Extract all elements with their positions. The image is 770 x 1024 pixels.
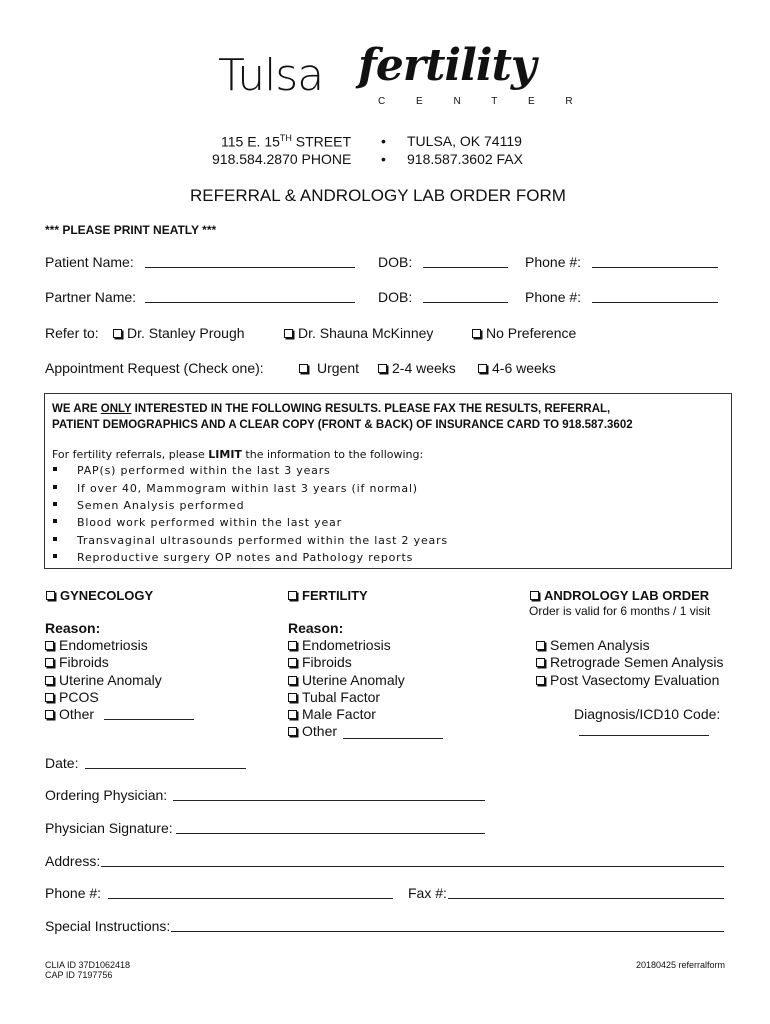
notice-item: If over 40, Mammogram within last 3 years (if normal) (53, 482, 418, 495)
notice-item: Transvaginal ultrasounds performed within the last 2 years (53, 534, 448, 547)
checkbox-icon[interactable] (45, 641, 54, 650)
checkbox-icon[interactable] (46, 591, 55, 600)
appointment-2-4-weeks[interactable]: 2-4 weeks (378, 360, 456, 376)
results-notice-box (44, 393, 732, 569)
refer-option-mckinney[interactable]: Dr. Shauna McKinney (284, 325, 433, 341)
fert-option-other[interactable]: Other (288, 723, 337, 739)
phone-label: Phone #: (45, 885, 102, 901)
address-city: TULSA, OK 74119 (407, 133, 522, 149)
logo-tulsa: Tulsa (218, 50, 324, 101)
footer-form-code: 20180425 referralform (636, 960, 726, 970)
date-field[interactable] (85, 755, 246, 769)
bullet-icon (53, 485, 57, 489)
notice-item: Blood work performed within the last year (53, 516, 342, 529)
checkbox-icon[interactable] (288, 658, 297, 667)
gyn-other-field[interactable] (104, 707, 194, 720)
fertility-header[interactable]: FERTILITY (288, 588, 368, 603)
checkbox-icon[interactable] (45, 693, 54, 702)
fert-option-tubal-factor[interactable]: Tubal Factor (288, 689, 380, 705)
special-instructions-field[interactable] (171, 918, 724, 932)
physician-signature-label: Physician Signature: (45, 820, 173, 836)
appointment-4-6-weeks[interactable]: 4-6 weeks (478, 360, 556, 376)
address-sep-2: • (381, 151, 386, 167)
checkbox-icon[interactable] (288, 710, 297, 719)
patient-name-field[interactable] (145, 254, 355, 268)
logo-fertility: fertility (358, 40, 536, 91)
andro-option-retrograde[interactable]: Retrograde Semen Analysis (536, 654, 724, 670)
bullet-icon (53, 537, 57, 541)
partner-phone-label: Phone #: (525, 289, 582, 305)
bullet-icon (53, 519, 57, 523)
checkbox-icon[interactable] (472, 329, 481, 338)
address-sep-1: • (381, 133, 386, 149)
date-label: Date: (45, 755, 79, 771)
checkbox-icon[interactable] (288, 727, 297, 736)
gynecology-header[interactable]: GYNECOLOGY (46, 588, 153, 603)
fert-option-male-factor[interactable]: Male Factor (288, 706, 376, 722)
checkbox-icon[interactable] (288, 693, 297, 702)
refer-label: Refer to: (45, 325, 99, 341)
address-street: 115 E. 15TH STREET (221, 133, 352, 150)
refer-option-prough[interactable]: Dr. Stanley Prough (113, 325, 245, 341)
fax-label: Fax #: (408, 885, 447, 901)
checkbox-icon[interactable] (45, 710, 54, 719)
print-notice: *** PLEASE PRINT NEATLY *** (45, 223, 217, 237)
checkbox-icon[interactable] (299, 364, 308, 373)
form-title: REFERRAL & ANDROLOGY LAB ORDER FORM (190, 186, 566, 205)
andro-option-semen-analysis[interactable]: Semen Analysis (536, 637, 650, 653)
appointment-label: Appointment Request (Check one): (45, 360, 264, 376)
fert-option-fibroids[interactable]: Fibroids (288, 654, 352, 670)
notice-item: Reproductive surgery OP notes and Pathology reports (53, 551, 413, 564)
checkbox-icon[interactable] (113, 329, 122, 338)
partner-dob-field[interactable] (423, 289, 508, 303)
checkbox-icon[interactable] (288, 641, 297, 650)
address-fax: 918.587.3602 FAX (407, 151, 523, 167)
notice-line-1: WE ARE ONLY INTERESTED IN THE FOLLOWING RESULTS. PLEASE FAX THE RESULTS, REFERRAL, (52, 403, 611, 415)
footer-cap: CAP ID 7197756 (45, 970, 113, 980)
patient-phone-label: Phone #: (525, 254, 582, 270)
street-sup: TH (279, 133, 292, 143)
andrology-header[interactable]: ANDROLOGY LAB ORDER (530, 588, 709, 603)
checkbox-icon[interactable] (536, 641, 545, 650)
special-instructions-label: Special Instructions: (45, 918, 171, 934)
bullet-icon (53, 554, 57, 558)
logo (218, 40, 587, 118)
gyn-option-uterine-anomaly[interactable]: Uterine Anomaly (45, 672, 162, 688)
checkbox-icon[interactable] (530, 591, 539, 600)
partner-name-field[interactable] (145, 289, 355, 303)
diagnosis-label: Diagnosis/ICD10 Code: (574, 706, 721, 722)
fert-option-endometriosis[interactable]: Endometriosis (288, 637, 391, 653)
checkbox-icon[interactable] (536, 676, 545, 685)
fert-option-uterine-anomaly[interactable]: Uterine Anomaly (288, 672, 405, 688)
checkbox-icon[interactable] (536, 658, 545, 667)
refer-option-no-preference[interactable]: No Preference (472, 325, 576, 341)
gyn-option-pcos[interactable]: PCOS (45, 689, 99, 705)
physician-signature-field[interactable] (176, 820, 485, 834)
notice-item: PAP(s) performed within the last 3 years (53, 464, 331, 477)
andro-option-post-vasectomy[interactable]: Post Vasectomy Evaluation (536, 672, 719, 688)
gynecology-reason: Reason: (45, 620, 101, 636)
checkbox-icon[interactable] (288, 676, 297, 685)
bullet-icon (53, 502, 57, 506)
partner-dob-label: DOB: (378, 289, 413, 305)
logo-center: C E N T E R (378, 96, 587, 107)
phone-field[interactable] (108, 885, 393, 899)
andrology-validity: Order is valid for 6 months / 1 visit (529, 604, 711, 618)
diagnosis-field[interactable] (579, 722, 709, 736)
ordering-physician-field[interactable] (173, 787, 485, 801)
fertility-reason: Reason: (288, 620, 344, 636)
fax-field[interactable] (448, 885, 724, 899)
gyn-option-other[interactable]: Other (45, 706, 94, 722)
footer-clia: CLIA ID 37D1062418 (45, 960, 131, 970)
gyn-option-endometriosis[interactable]: Endometriosis (45, 637, 148, 653)
fert-other-field[interactable] (343, 725, 443, 739)
patient-dob-label: DOB: (378, 254, 413, 270)
address-label: Address: (45, 853, 101, 869)
checkbox-icon[interactable] (284, 329, 293, 338)
address-field[interactable] (101, 853, 724, 867)
checkbox-icon[interactable] (378, 364, 387, 373)
patient-name-label: Patient Name: (45, 254, 134, 270)
notice-line-2: PATIENT DEMOGRAPHICS AND A CLEAR COPY (FRONT & BACK) OF INSURANCE CARD TO 918.587.3602 (52, 419, 633, 431)
ordering-physician-label: Ordering Physician: (45, 787, 168, 803)
gyn-option-fibroids[interactable]: Fibroids (45, 654, 109, 670)
address-phone: 918.584.2870 PHONE (212, 151, 352, 167)
bullet-icon (53, 467, 57, 471)
partner-phone-field[interactable] (592, 289, 718, 303)
appointment-urgent[interactable]: Urgent (299, 360, 359, 376)
patient-dob-field[interactable] (423, 254, 508, 268)
partner-name-label: Partner Name: (45, 289, 137, 305)
checkbox-icon[interactable] (45, 658, 54, 667)
checkbox-icon[interactable] (288, 591, 297, 600)
notice-item: Semen Analysis performed (53, 499, 244, 512)
checkbox-icon[interactable] (45, 676, 54, 685)
patient-phone-field[interactable] (592, 254, 718, 268)
checkbox-icon[interactable] (478, 364, 487, 373)
notice-intro: For fertility referrals, please LIMIT the information to the following: (52, 448, 424, 461)
